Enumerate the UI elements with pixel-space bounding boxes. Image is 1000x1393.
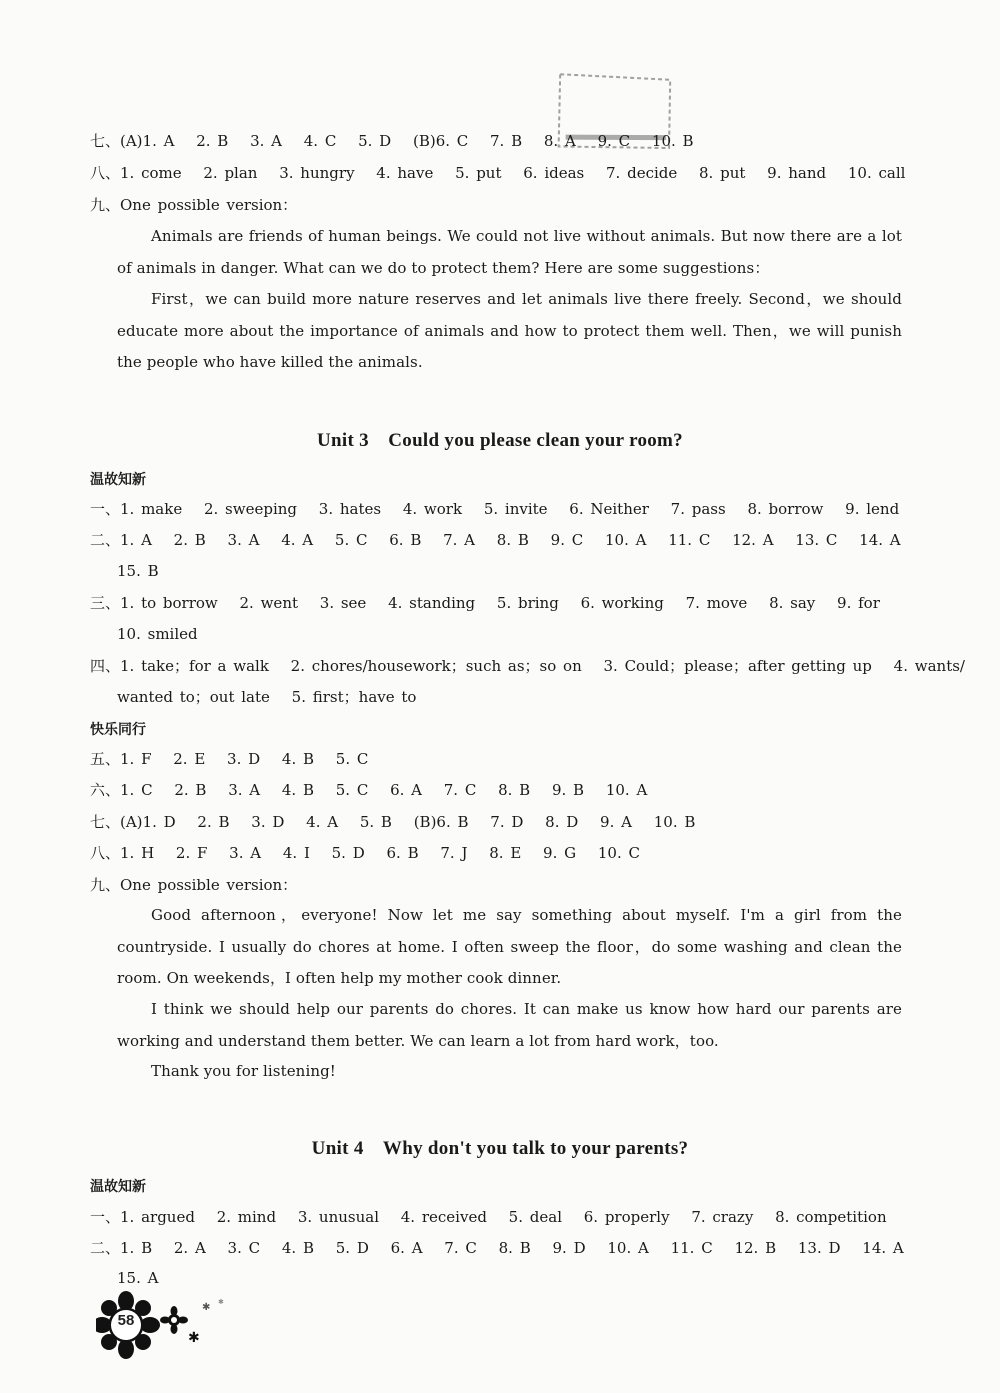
section-heading: 温故知新 [90, 472, 146, 488]
essay-paragraph: I think we should help our parents do chores. It can make us know how hard our parents are working and understand them better. We can learn a lot from hard work，too. [117, 1000, 902, 1050]
answer-line-jiu: 九、One possible version： [90, 196, 298, 214]
essay-paragraph: Animals are friends of human beings. We could not live without animals. But now there are a lot of animals in danger. What can we do to protect them? Here are some suggestions： [117, 227, 902, 277]
essay-paragraph: Thank you for listening! [151, 1062, 336, 1080]
essay-paragraph: Good afternoon，everyone! Now let me say something about myself. I'm a girl from the countryside. I usually do chores at home. I often sweep the floor，do some washing and clean the room. On weekends，I often help my mother cook dinner. [117, 906, 902, 987]
answer-line-qi: 七、(A)1. A 2. B 3. A 4. C 5. D (B)6. C 7. B 8. A 9. C 10. B [90, 132, 694, 150]
answer-line-liu: 六、1. C 2. B 3. A 4. B 5. C 6. A 7. C 8. B 9. B 10. A [90, 781, 648, 799]
svg-text:✱: ✱ [202, 1302, 211, 1313]
unit-title: Unit 4 Why don't you talk to your parents? [311, 1138, 689, 1159]
answer-line-qi: 七、(A)1. D 2. B 3. D 4. A 5. B (B)6. B 7. D 8. D 9. A 10. B [90, 813, 696, 831]
answer-line-san: 三、1. to borrow 2. went 3. see 4. standing 5. bring 6. working 7. move 8. say 9. for [90, 594, 880, 612]
answer-line-er-cont: 15. A [117, 1269, 159, 1287]
page-number-badge [96, 1290, 236, 1360]
answer-line-ba: 八、1. H 2. F 3. A 4. I 5. D 6. B 7. J 8. E 9. G 10. C [90, 844, 640, 862]
answer-line-yi: 一、1. make 2. sweeping 3. hates 4. work 5. invite 6. Neither 7. pass 8. borrow 9. lend [90, 500, 900, 518]
page-number: 58 [117, 1312, 135, 1329]
svg-text:✱: ✱ [218, 1298, 224, 1306]
answer-line-san-cont: 10. smiled [117, 625, 198, 643]
answer-line-er-cont: 15. B [117, 562, 159, 580]
svg-text:✱: ✱ [188, 1330, 200, 1346]
answer-line-ba: 八、1. come 2. plan 3. hungry 4. have 5. put 6. ideas 7. decide 8. put 9. hand 10. call [90, 164, 906, 182]
section-heading: 温故知新 [90, 1179, 146, 1195]
answer-line-er: 二、1. B 2. A 3. C 4. B 5. D 6. A 7. C 8. B 9. D 10. A 11. C 12. B 13. D 14. A [90, 1239, 904, 1257]
answer-line-si: 四、1. take；for a walk 2. chores/housework；such as；so on 3. Could；please；after getting up 4. wants/ [90, 657, 965, 675]
answer-line-er: 二、1. A 2. B 3. A 4. A 5. C 6. B 7. A 8. B 9. C 10. A 11. C 12. A 13. C 14. A [90, 531, 901, 549]
answer-line-si-cont: wanted to；out late 5. first；have to [117, 688, 417, 706]
unit-title: Unit 3 Could you please clean your room? [317, 430, 683, 451]
section-heading: 快乐同行 [90, 722, 146, 738]
homework-stamp-logo [544, 65, 683, 168]
stamp-frame-icon [544, 65, 683, 168]
essay-paragraph: First，we can build more nature reserves and let animals live there freely. Second，we should educate more about the importance of animals and how to protect them well. Then，we will punish the people who have killed the animals. [117, 290, 902, 371]
answer-line-yi: 一、1. argued 2. mind 3. unusual 4. received 5. deal 6. properly 7. crazy 8. competition [90, 1208, 887, 1226]
answer-line-jiu: 九、One possible version： [90, 876, 298, 894]
answer-line-wu: 五、1. F 2. E 3. D 4. B 5. C [90, 750, 369, 768]
